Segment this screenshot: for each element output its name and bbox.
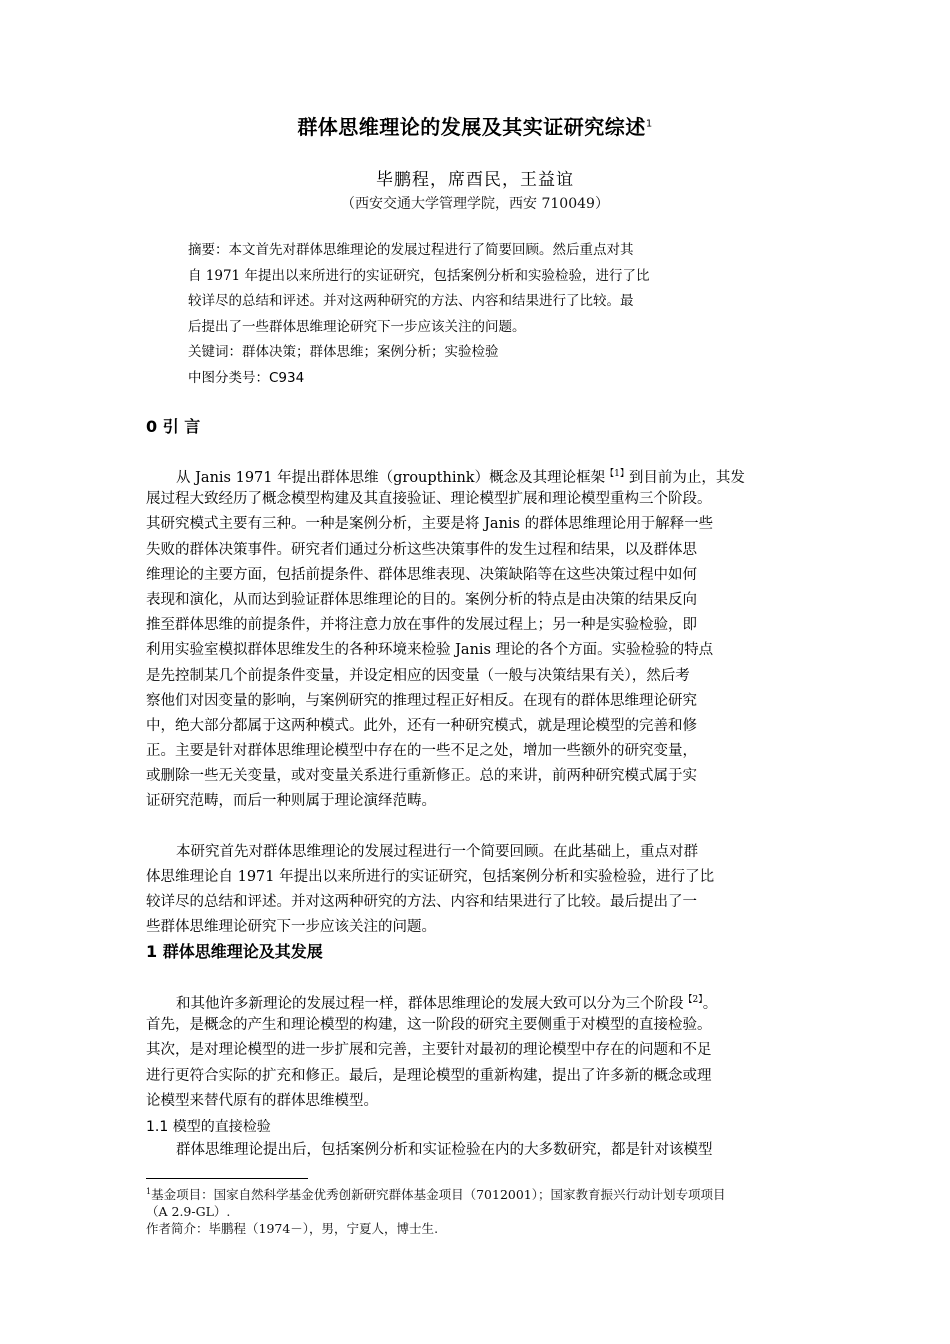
paragraph-line: 或删除一些无关变量，或对变量关系进行重新修正。总的来讲，前两种研究模式属于实 <box>146 768 697 785</box>
paragraph-line: 失败的群体决策事件。研究者们通过分析这些决策事件的发生过程和结果，以及群体思 <box>146 541 697 558</box>
clc-code: C934 <box>269 369 305 386</box>
abstract-line-2: 自 1971 年提出以来所进行的实证研究，包括案例分析和实验检验，进行了比 <box>188 267 650 284</box>
paragraph-line: 证研究范畴，而后一种则属于理论演绎范畴。 <box>146 793 436 810</box>
paragraph-line: 从 Janis 1971 年提出群体思维（groupthink）概念及其理论框架$^{【1】}$到目前为止，其发 <box>176 469 745 486</box>
subsection-1-1-body <box>146 1138 810 1163</box>
paragraph-line: 较详尽的总结和评述。并对这两种研究的方法、内容和结果进行了比较。最后提出了一 <box>146 894 697 911</box>
paragraph-line: 其研究模式主要有三种。一种是案例分析，主要是将 Janis 的群体思维理论用于解释一些 <box>146 516 714 533</box>
section-1-heading: 1 群体思维理论及其发展 <box>146 942 323 961</box>
paragraph-line: 些群体思维理论研究下一步应该关注的问题。 <box>146 919 436 936</box>
keywords: 群体决策；群体思维；案例分析；实验检验 <box>242 344 499 360</box>
abstract-line-3: 较详尽的总结和评述。并对这两种研究的方法、内容和结果进行了比较。最 <box>188 293 634 309</box>
paragraph-line: 正。主要是针对群体思维理论模型中存在的一些不足之处，增加一些额外的研究变量， <box>146 743 697 760</box>
abstract-block <box>188 238 763 391</box>
funding-note-cont: （A 2.9-GL）. <box>146 1204 231 1220</box>
paragraph-line: 本研究首先对群体思维理论的发展过程进行一个简要回顾。在此基础上，重点对群 <box>176 843 698 860</box>
section-0-heading: 0 引 言 <box>146 417 201 436</box>
footnote-divider <box>146 1178 308 1179</box>
authors: 毕鹏程，席酉民，王益谊 <box>376 170 574 190</box>
paragraph-line: 体思维理论自 1971 年提出以来所进行的实证研究，包括案例分析和实验检验，进行了比 <box>146 869 715 885</box>
keywords-label: 关键词： <box>188 344 242 360</box>
abstract-line-1: 摘要：本文首先对群体思维理论的发展过程进行了简要回顾。然后重点对其 <box>188 242 634 258</box>
abstract-label: 摘要： <box>188 242 229 258</box>
paragraph-line: 维理论的主要方面，包括前提条件、群体思维表现、决策缺陷等在这些决策过程中如何 <box>146 566 697 583</box>
paragraph-line: 和其他许多新理论的发展过程一样，群体思维理论的发展大致可以分为三个阶段$^{【2】}$。 <box>176 995 718 1012</box>
citation-2: 【2】 <box>683 995 703 1005</box>
section-0-body <box>146 462 810 941</box>
subsection-1-1-heading: 1.1 模型的直接检验 <box>146 1119 271 1135</box>
paragraph-line: 利用实验室模拟群体思维发生的各种环境来检验 Janis 理论的各个方面。实验检验的特点 <box>146 642 714 659</box>
funding-note: $^1$基金项目：国家自然科学基金优秀创新研究群体基金项目（7012001）；国家教育振兴行动计划专项项目 <box>146 1187 726 1203</box>
paragraph-line: 论模型来替代原有的群体思维模型。 <box>146 1092 378 1109</box>
title-footnote-mark: 1 <box>645 118 653 130</box>
affiliation: （西安交通大学管理学院，西安 710049） <box>341 196 609 212</box>
paragraph-line: 察他们对因变量的影响，与案例研究的推理过程正好相反。在现有的群体思维理论研究 <box>146 692 697 709</box>
paragraph-line: 展过程大致经历了概念模型构建及其直接验证、理论模型扩展和理论模型重构三个阶段。 <box>146 491 712 508</box>
clc-line <box>188 366 763 392</box>
footnotes <box>146 1183 810 1237</box>
citation-1: 【1】 <box>605 469 629 479</box>
paragraph-line: 中，绝大部分都属于这两种模式。此外，还有一种研究模式，就是理论模型的完善和修 <box>146 717 697 734</box>
clc-label: 中图分类号： <box>188 369 269 386</box>
paragraph-line: 推至群体思维的前提条件，并将注意力放在事件的发展过程上；另一种是实验检验，即 <box>146 617 697 634</box>
paragraph-line <box>146 815 810 840</box>
paragraph-line: 进行更符合实际的扩充和修正。最后，是理论模型的重新构建，提出了许多新的概念或理 <box>146 1067 712 1084</box>
paragraph-line: 是先控制某几个前提条件变量，并设定相应的因变量（一般与决策结果有关），然后考 <box>146 667 690 684</box>
paragraph-line: 其次，是对理论模型的进一步扩展和完善，主要针对最初的理论模型中存在的问题和不足 <box>146 1042 712 1059</box>
keywords-line <box>188 340 763 366</box>
section-1-body <box>146 988 810 1114</box>
paragraph-line: 表现和演化，从而达到验证群体思维理论的目的。案例分析的特点是由决策的结果反向 <box>146 591 697 608</box>
paragraph-line: 群体思维理论提出后，包括案例分析和实证检验在内的大多数研究，都是针对该模型 <box>176 1142 713 1158</box>
paper-title: 群体思维理论的发展及其实证研究综述$^1$ <box>297 115 653 139</box>
abstract-line-4: 后提出了一些群体思维理论研究下一步应该关注的问题。 <box>188 318 526 335</box>
author-bio: 作者简介：毕鹏程（1974－），男，宁夏人，博士生. <box>146 1221 439 1237</box>
paragraph-line: 首先，是概念的产生和理论模型的构建，这一阶段的研究主要侧重于对模型的直接检验。 <box>146 1017 712 1034</box>
